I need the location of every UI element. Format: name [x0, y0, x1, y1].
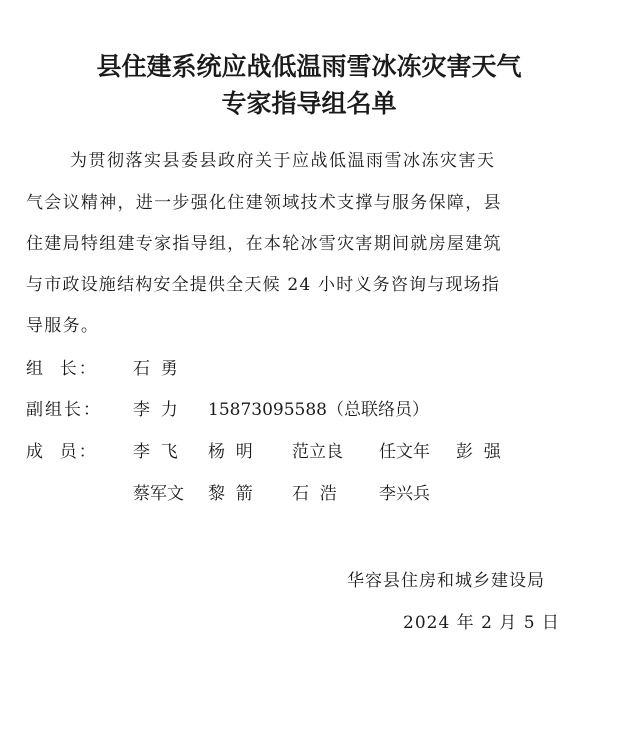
document-title-line1: 县住建系统应战低温雨雪冰冻灾害天气: [96, 52, 522, 81]
deputy-leader-label: 副组长：: [26, 400, 102, 420]
member-name: 蔡军文: [133, 484, 184, 504]
member-name: 李兴兵: [379, 484, 430, 504]
body-paragraph-line: 导服务。: [26, 316, 100, 336]
body-paragraph-line: 为贯彻落实县委县政府关于应战低温雨雪冰冻灾害天: [70, 151, 496, 171]
body-paragraph-line: 与市政设施结构安全提供全天候 24 小时义务咨询与现场指: [26, 275, 501, 295]
member-name: 范立良: [292, 442, 343, 462]
member-name: 李 飞: [133, 442, 178, 462]
member-name: 任文年: [379, 442, 430, 462]
members-label: 成 员：: [26, 442, 98, 462]
issue-date: 2024 年 2 月 5 日: [403, 613, 560, 633]
member-name: 黎 箭: [208, 484, 253, 504]
document-title-line2: 专家指导组名单: [221, 89, 397, 118]
body-paragraph-line: 住建局特组建专家指导组，在本轮冰雪灾害期间就房屋建筑: [26, 234, 502, 254]
member-name: 杨 明: [208, 442, 253, 462]
member-name: 石 浩: [292, 484, 337, 504]
leader-label: 组 长：: [26, 359, 98, 379]
leader-name: 石 勇: [133, 359, 178, 379]
issuing-organization: 华容县住房和城乡建设局: [347, 571, 545, 591]
deputy-leader-phone: 15873095588（总联络员）: [208, 400, 429, 420]
body-paragraph-line: 气会议精神，进一步强化住建领域技术支撑与服务保障，县: [26, 193, 502, 213]
member-name: 彭 强: [456, 442, 501, 462]
deputy-leader-name: 李 力: [133, 400, 178, 420]
